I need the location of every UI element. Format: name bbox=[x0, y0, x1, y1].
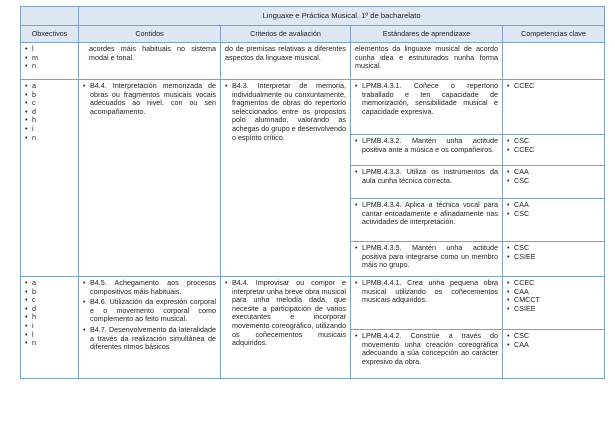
competencia-item: • CAA bbox=[507, 288, 600, 297]
obxectivo-item: • i bbox=[25, 125, 74, 134]
competencia-item: • CMCCT bbox=[507, 296, 600, 305]
estandar-item: • LPMB.4.3.5. Mantén unha actitude positiva para integrarse como un membro máis no grupo. bbox=[355, 244, 498, 270]
competencia-item: • CCEC bbox=[507, 279, 600, 288]
competencias-cell bbox=[503, 277, 605, 330]
column-header-estandares: Estándares de aprendizaxe bbox=[351, 26, 503, 43]
contido-item: • B4.4. Interpretación memorizada de obras ou fragmentos musicais vocais adecuados ao nivel, con ou sen acompañamento. bbox=[83, 82, 216, 116]
competencia-item: • CAA bbox=[507, 168, 600, 177]
column-header-criterios: Criterios de avaliación bbox=[221, 26, 351, 43]
obxectivo-item: • b bbox=[25, 91, 74, 100]
competencias-cell bbox=[503, 330, 605, 379]
obxectivo-item: • c bbox=[25, 296, 74, 305]
estandar-cell bbox=[351, 80, 503, 135]
obxectivos-cell bbox=[21, 43, 79, 80]
column-header-obxectivos: Obxectivos bbox=[21, 26, 79, 43]
obxectivos-cell bbox=[21, 277, 79, 379]
competencia-item: • CSIEE bbox=[507, 305, 600, 314]
table-row bbox=[21, 43, 605, 80]
obxectivo-item: • l bbox=[25, 331, 74, 340]
estandar-item: • LPMB.4.3.2. Mantén unha actitude positiva ante a música e os compañeiros. bbox=[355, 137, 498, 154]
competencias-cell bbox=[503, 199, 605, 242]
obxectivo-item: • a bbox=[25, 82, 74, 91]
estandar-item: • LPMB.4.3.3. Utiliza os instrumentos da aula cunha técnica correcta. bbox=[355, 168, 498, 185]
competencia-item: • CAA bbox=[507, 201, 600, 210]
competencia-item: • CSC bbox=[507, 177, 600, 186]
curriculum-table bbox=[20, 6, 605, 379]
contido-item: • B4.6. Utilización da expresión corporal e o movemento corporal como complemento ao feito musical. bbox=[83, 298, 216, 324]
column-header-contidos: Contidos bbox=[79, 26, 221, 43]
estandar-item: • LPMB.4.3.1. Coñece o repertorio traballado e ten capacidade de memorización, sensibilidade musical e capacidade expresiva. bbox=[355, 82, 498, 116]
competencia-item: • CSC bbox=[507, 244, 600, 253]
estandar-cell bbox=[351, 199, 503, 242]
competencias-cell bbox=[503, 242, 605, 277]
obxectivo-item: • h bbox=[25, 313, 74, 322]
criterio-cell bbox=[221, 80, 351, 277]
obxectivo-item: • d bbox=[25, 305, 74, 314]
contido-item: • B4.7. Desenvolvemento da lateralidade a través da realización simultánea de diferentes ritmos básicos bbox=[83, 326, 216, 352]
estandar-cell bbox=[351, 242, 503, 277]
obxectivo-item: • a bbox=[25, 279, 74, 288]
obxectivo-item: • n bbox=[25, 62, 74, 71]
estandar-item: • LPMB.4.4.2. Constrúe a través do movemento unha creación coreográfica adecuando a súa concepción ao carácter expresivo da obra. bbox=[355, 332, 498, 366]
competencia-item: • CCEC bbox=[507, 82, 600, 91]
obxectivo-item: • i bbox=[25, 322, 74, 331]
obxectivo-item: • n bbox=[25, 134, 74, 143]
competencia-item: • CAA bbox=[507, 341, 600, 350]
competencia-item: • CSIEE bbox=[507, 253, 600, 262]
estandar-cell bbox=[351, 166, 503, 199]
table-title: Linguaxe e Práctica Musical. 1º de bacharelato bbox=[79, 7, 605, 26]
obxectivo-item: • m bbox=[25, 54, 74, 63]
competencia-item: • CSC bbox=[507, 137, 600, 146]
estandar-cell bbox=[351, 330, 503, 379]
column-header-competencias: Competencias clave bbox=[503, 26, 605, 43]
obxectivo-item: • c bbox=[25, 99, 74, 108]
competencias-cell bbox=[503, 43, 605, 80]
estandar-cell bbox=[351, 277, 503, 330]
competencia-item: • CSC bbox=[507, 210, 600, 219]
contidos-cell bbox=[79, 80, 221, 277]
table-row bbox=[21, 277, 605, 330]
obxectivo-item: • b bbox=[25, 288, 74, 297]
criterio-cell bbox=[221, 277, 351, 379]
estandar-cell bbox=[351, 135, 503, 166]
estandar-cell: elementos da linguaxe musical de acordo cunha idea e estruturados nunha forma musical. bbox=[351, 43, 503, 80]
competencia-item: • CCEC bbox=[507, 146, 600, 155]
curriculum-document bbox=[20, 6, 604, 379]
contido-item: • B4.5. Achegamento aos procesos compositivos máis habituais. bbox=[83, 279, 216, 296]
estandar-item: • LPMB.4.4.1. Crea unha pequena obra musical utilizando os coñecementos musicais adquiridos. bbox=[355, 279, 498, 305]
criterio-cell: do de premisas relativas a diferentes aspectos da linguaxe musical. bbox=[221, 43, 351, 80]
contidos-cell bbox=[79, 277, 221, 379]
competencias-cell bbox=[503, 135, 605, 166]
competencias-cell bbox=[503, 80, 605, 135]
obxectivo-item: • d bbox=[25, 108, 74, 117]
table-row bbox=[21, 80, 605, 135]
contidos-cell: acordes máis habituais no sistema modal e tonal. bbox=[79, 43, 221, 80]
criterio-item: • B4.3. Interpretar de memoria, individualmente ou conxuntamente, fragmentos de obras do repertorio seleccionados entre os propostos polo alumnado, valorando as achegas do grupo e desenvolvendo o espírito crítico. bbox=[225, 82, 346, 142]
competencia-item: • CSC bbox=[507, 332, 600, 341]
obxectivo-item: • n bbox=[25, 339, 74, 348]
estandar-item: • LPMB.4.3.4. Aplica a técnica vocal para cantar entoadamente e afinadamente nas actividades de interpretación. bbox=[355, 201, 498, 227]
criterio-item: • B4.4. Improvisar ou compor e interpretar unha breve obra musical para unha melodía dada, que necesite a participación de varios executantes e incorporar movemento coreográfico, utilizando os coñecementos musicais adquiridos. bbox=[225, 279, 346, 348]
obxectivo-item: • h bbox=[25, 116, 74, 125]
competencias-cell bbox=[503, 166, 605, 199]
obxectivo-item: • l bbox=[25, 45, 74, 54]
obxectivos-cell bbox=[21, 80, 79, 277]
